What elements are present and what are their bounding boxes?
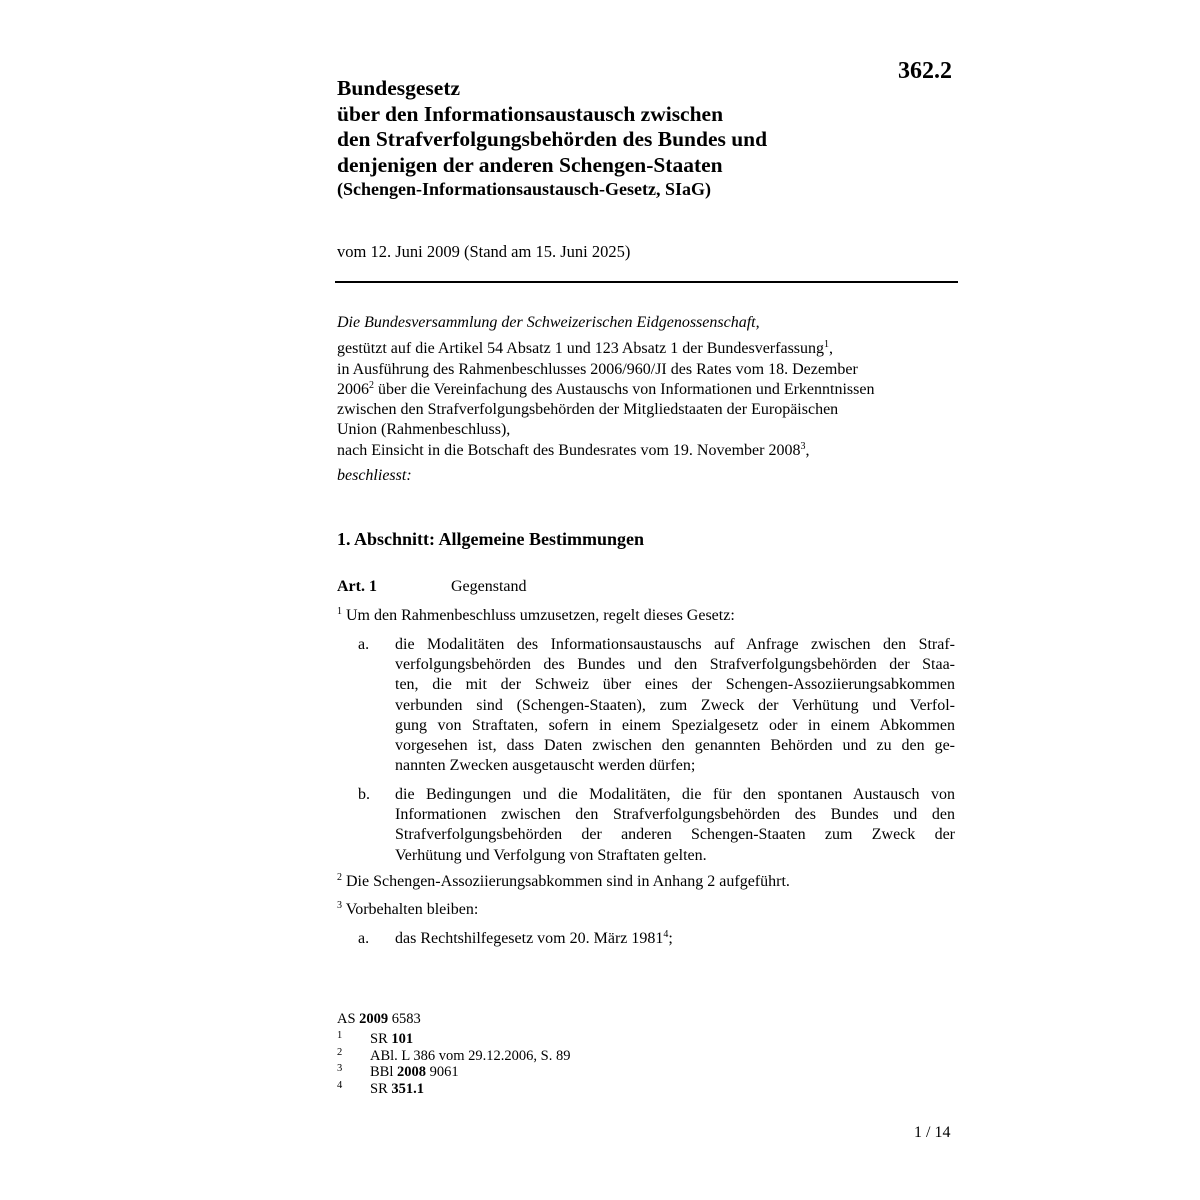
paragraph-2: $^2$ Die Schengen-Assoziierungsabkommen sind in Anhang 2 aufgeführt. [337, 872, 790, 890]
law-title [337, 76, 897, 178]
preamble-line: 2006$^2$ über die Vereinfachung des Austauschs von Informationen und Erkenntnissen [337, 379, 875, 398]
paragraph-number: 1 [337, 606, 342, 617]
preamble [337, 313, 957, 486]
section-heading: 1. Abschnitt: Allgemeine Bestimmungen [337, 529, 645, 549]
official-compilation-ref: AS 2009 6583 [337, 1011, 421, 1027]
list-item-text: die Modalitäten des Informationsaustauschs auf Anfrage zwischen den Straf- verfolgungsbehörden des Bundes und den Strafverfolgungsbehörden der Staa- ten, die mit der Schweiz über eines der Schengen-Assoziierungsabkommen verbunden sind (Schengen-Staaten), zum Zweck der Verhütung und Verfol- gung von Straftaten, sofern in einem Spezialgesetz oder in einem Abkommen vorgesehen ist, dass Daten zwischen den genannten Behörden und zu den ge- nannten Zwecken ausgetauscht werden dürfen; [395, 636, 955, 775]
title-line: denjenigen der anderen Schengen-Staaten [337, 152, 723, 177]
list-item-label: a. [358, 930, 370, 947]
preamble-resolve: beschliesst: [337, 467, 412, 485]
paragraph-number: 3 [337, 900, 342, 911]
footnote-number: 2 [337, 1046, 343, 1058]
paragraph-1: $^1$ Um den Rahmenbeschluss umzusetzen, regelt dieses Gesetz: [337, 606, 735, 624]
title-line: über den Informationsaustausch zwischen [337, 101, 724, 126]
document-page: 362.2 Bundesgesetz über den Informationsaustausch zwischen den Strafverfolgungsbehörden des Bundes und denjenigen der anderen Schengen-Staaten (Schengen-Informationsaustausch-Gesetz, SIaG) vom 12. Juni 2009 (Stand am 15. Juni 2025) Die Bundesversammlung der Schweizerischen Eidgenossenschaft, gestützt auf die Artikel 54 Absatz 1 und 123 Absatz 1 der Bundesverfassung$^1$, in Ausführung des Rahmenbeschlusses 2006/960/JI des Rates vom 18. Dezember 2006$^2$ über die Vereinfachung des Austauschs von Informationen und Erkenntnissen zwischen den Strafverfolgungsbehörden der Mitgliedstaaten der Europäischen Union (Rahmenbeschluss), nach Einsicht in die Botschaft des Bundesrates vom 19. November 2008$^3$, beschliesst: 1. Abschnitt: Allgemeine Bestimmungen Art. 1 Gegenstand $^1$ Um den Rahmenbeschluss umzusetzen, regelt dieses Gesetz: a. die Modalitäten des Informationsaustauschs auf Anfrage zwischen den Straf- verfolgungsbehörden des Bundes und den Strafverfolgungsbehörden der Staa- ten, die mit der Schweiz über eines der Schengen-Assoziierungsabkommen verbunden sind (Schengen-Staaten), zum Zweck der Verhütung und Verfol- gung von Straftaten, sofern in einem Spezialgesetz oder in einem Abkommen vorgesehen ist, dass Daten zwischen den genannten Behörden und zu den ge- nannten Zwecken ausgetauscht werden dürfen; b. die Bedingungen und die Modalitäten, die für den spontanen Austausch von Informationen zwischen den Strafverfolgungsbehörden des Bundes und den Strafverfolgungsbehörden der anderen Schengen-Staaten zum Zweck der Verhütung und Verfolgung von Straftaten gelten. $^2$ Die Schengen-Assoziierungsabkommen sind in Anhang 2 aufgeführt. $^3$ Vorbehalten bleiben: a. das Rechtshilfegesetz vom 20. März 1981$^4$; AS 2009 6583 1 SR 101 2 ABl. L 386 vom 29.12.2006, S. 89 3 BBl 2008 9061 4 SR 351.1 1 / 14 [0, 0, 1200, 1200]
preamble-line: zwischen den Strafverfolgungsbehörden der Mitgliedstaaten der Europäischen [337, 401, 839, 419]
footnote-ref[interactable]: 2 [369, 379, 374, 391]
preamble-line: in Ausführung des Rahmenbeschlusses 2006/960/JI des Rates vom 18. Dezember [337, 360, 858, 378]
title-line: Bundesgesetz [337, 76, 461, 100]
paragraph-number: 2 [337, 872, 342, 883]
footnote-ref[interactable]: 1 [824, 339, 830, 351]
article-label: Art. 1 [337, 578, 377, 595]
list-item-label: a. [358, 636, 370, 653]
title-line: den Strafverfolgungsbehörden des Bundes und [337, 127, 768, 151]
paragraph-3: $^3$ Vorbehalten bleiben: [337, 900, 479, 918]
date-line: vom 12. Juni 2009 (Stand am 15. Juni 2025) [337, 242, 631, 261]
preamble-line: nach Einsicht in die Botschaft des Bundesrates vom 19. November 2008$^3$, [337, 440, 810, 459]
footnote-ref[interactable]: 4 [663, 929, 669, 940]
page-number: 1 / 14 [914, 1124, 951, 1141]
preamble-line: gestützt auf die Artikel 54 Absatz 1 und 123 Absatz 1 der Bundesverfassung$^1$, [337, 339, 834, 358]
header-rule [335, 281, 958, 283]
preamble-line: Union (Rahmenbeschluss), [337, 421, 511, 439]
list-item-text: das Rechtshilfegesetz vom 20. März 1981$^4$; [395, 929, 673, 947]
footnote-number: 1 [337, 1030, 343, 1041]
list-item-label: b. [358, 786, 370, 803]
law-short-title: (Schengen-Informationsaustausch-Gesetz, SIaG) [337, 179, 712, 199]
list-item-text: die Bedingungen und die Modalitäten, die für den spontanen Austausch von Informationen zwischen den Strafverfolgungsbehörden des Bundes und den Strafverfolgungsbehörden der anderen Schengen-Staaten zum Zweck der Verhütung und Verfolgung von Straftaten gelten. [395, 786, 955, 864]
article-title: Gegenstand [451, 578, 527, 595]
footnote-ref[interactable]: 3 [800, 440, 806, 452]
footnote-number: 3 [337, 1063, 343, 1074]
preamble-intro: Die Bundesversammlung der Schweizerischen Eidgenossenschaft, [337, 314, 760, 331]
sr-number: 362.2 [898, 58, 952, 84]
footnote-number: 4 [337, 1079, 343, 1091]
